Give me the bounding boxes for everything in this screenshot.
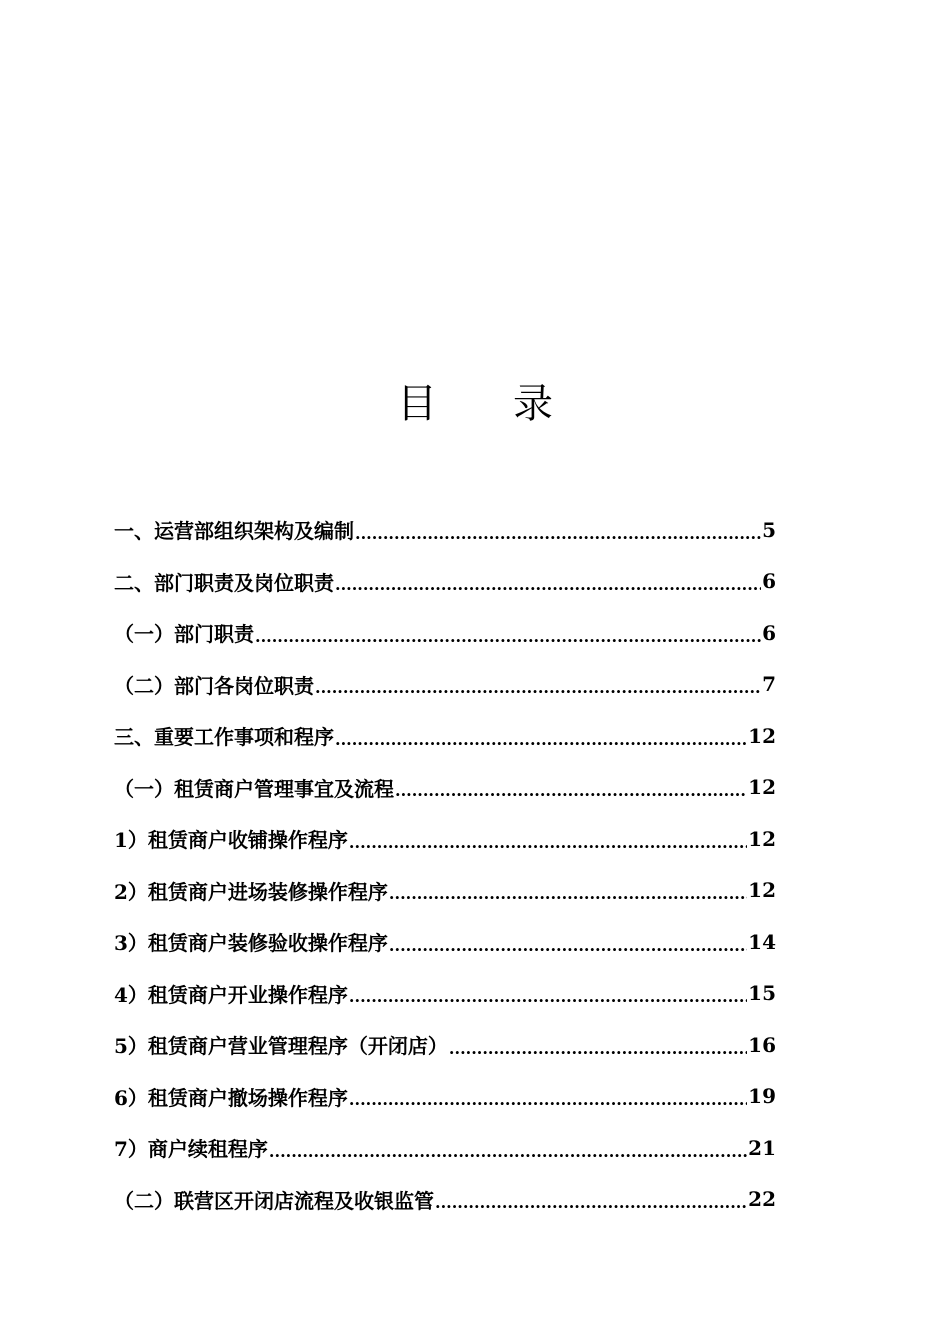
dot-leader xyxy=(389,932,747,956)
toc-entry[interactable] xyxy=(114,556,776,608)
toc-entry[interactable] xyxy=(114,916,776,968)
toc-entry[interactable] xyxy=(114,1071,776,1123)
toc-entry[interactable] xyxy=(114,710,776,762)
toc-entry-label: 5）租赁商户营业管理程序（开闭店） xyxy=(114,1034,448,1059)
toc-entry-label: 三、重要工作事项和程序 xyxy=(114,725,334,750)
toc-entry[interactable] xyxy=(114,968,776,1020)
dot-leader xyxy=(335,571,761,595)
toc-entry[interactable] xyxy=(114,1122,776,1174)
toc-entry[interactable] xyxy=(114,762,776,814)
toc-entry-page: 21 xyxy=(748,1135,776,1160)
toc-title-char-1: 目 xyxy=(397,381,437,427)
toc-entry-label: （二）联营区开闭店流程及收银监管 xyxy=(114,1188,434,1213)
toc-entry-page: 19 xyxy=(748,1084,776,1109)
toc-entry[interactable] xyxy=(114,607,776,659)
toc-entry[interactable] xyxy=(114,1174,776,1226)
dot-leader xyxy=(389,880,747,904)
toc-entry-label: （二）部门各岗位职责 xyxy=(114,673,314,698)
toc-entry-page: 12 xyxy=(748,826,776,851)
toc-entry-label: 7）商户续租程序 xyxy=(114,1137,268,1162)
dot-leader xyxy=(349,829,747,853)
dot-leader xyxy=(269,1138,747,1162)
toc-entry-label: （一）部门职责 xyxy=(114,622,254,647)
toc-entry-page: 5 xyxy=(762,517,776,542)
toc-entry-label: 2）租赁商户进场装修操作程序 xyxy=(114,879,388,904)
toc-entry-page: 12 xyxy=(748,775,776,800)
dot-leader xyxy=(349,1086,747,1110)
toc-entry-page: 12 xyxy=(748,723,776,748)
dot-leader xyxy=(449,1035,747,1059)
toc-entry-label: 6）租赁商户撤场操作程序 xyxy=(114,1085,348,1110)
toc-title-char-2: 录 xyxy=(513,381,553,427)
dot-leader xyxy=(395,777,747,801)
toc-entry[interactable] xyxy=(114,865,776,917)
toc-list xyxy=(114,504,776,1225)
toc-entry-label: 二、部门职责及岗位职责 xyxy=(114,570,334,595)
toc-entry-page: 22 xyxy=(748,1187,776,1212)
toc-entry-label: 4）租赁商户开业操作程序 xyxy=(114,982,348,1007)
toc-entry-label: 1）租赁商户收铺操作程序 xyxy=(114,828,348,853)
toc-entry-label: （一）租赁商户管理事宜及流程 xyxy=(114,776,394,801)
toc-entry-label: 一、运营部组织架构及编制 xyxy=(114,519,354,544)
toc-entry[interactable] xyxy=(114,813,776,865)
toc-entry[interactable] xyxy=(114,504,776,556)
toc-entry-page: 6 xyxy=(762,569,776,594)
toc-entry-page: 15 xyxy=(748,981,776,1006)
toc-entry-page: 16 xyxy=(748,1032,776,1057)
toc-entry-page: 7 xyxy=(762,672,776,697)
toc-entry-page: 14 xyxy=(748,929,776,954)
toc-entry[interactable] xyxy=(114,659,776,711)
toc-entry[interactable] xyxy=(114,1019,776,1071)
toc-entry-label: 3）租赁商户装修验收操作程序 xyxy=(114,931,388,956)
dot-leader xyxy=(335,726,747,750)
dot-leader xyxy=(435,1189,747,1213)
toc-entry-page: 12 xyxy=(748,878,776,903)
dot-leader xyxy=(349,983,747,1007)
dot-leader xyxy=(315,674,761,698)
dot-leader xyxy=(255,623,761,647)
dot-leader xyxy=(355,520,761,544)
toc-title xyxy=(0,372,950,429)
toc-entry-page: 6 xyxy=(762,620,776,645)
